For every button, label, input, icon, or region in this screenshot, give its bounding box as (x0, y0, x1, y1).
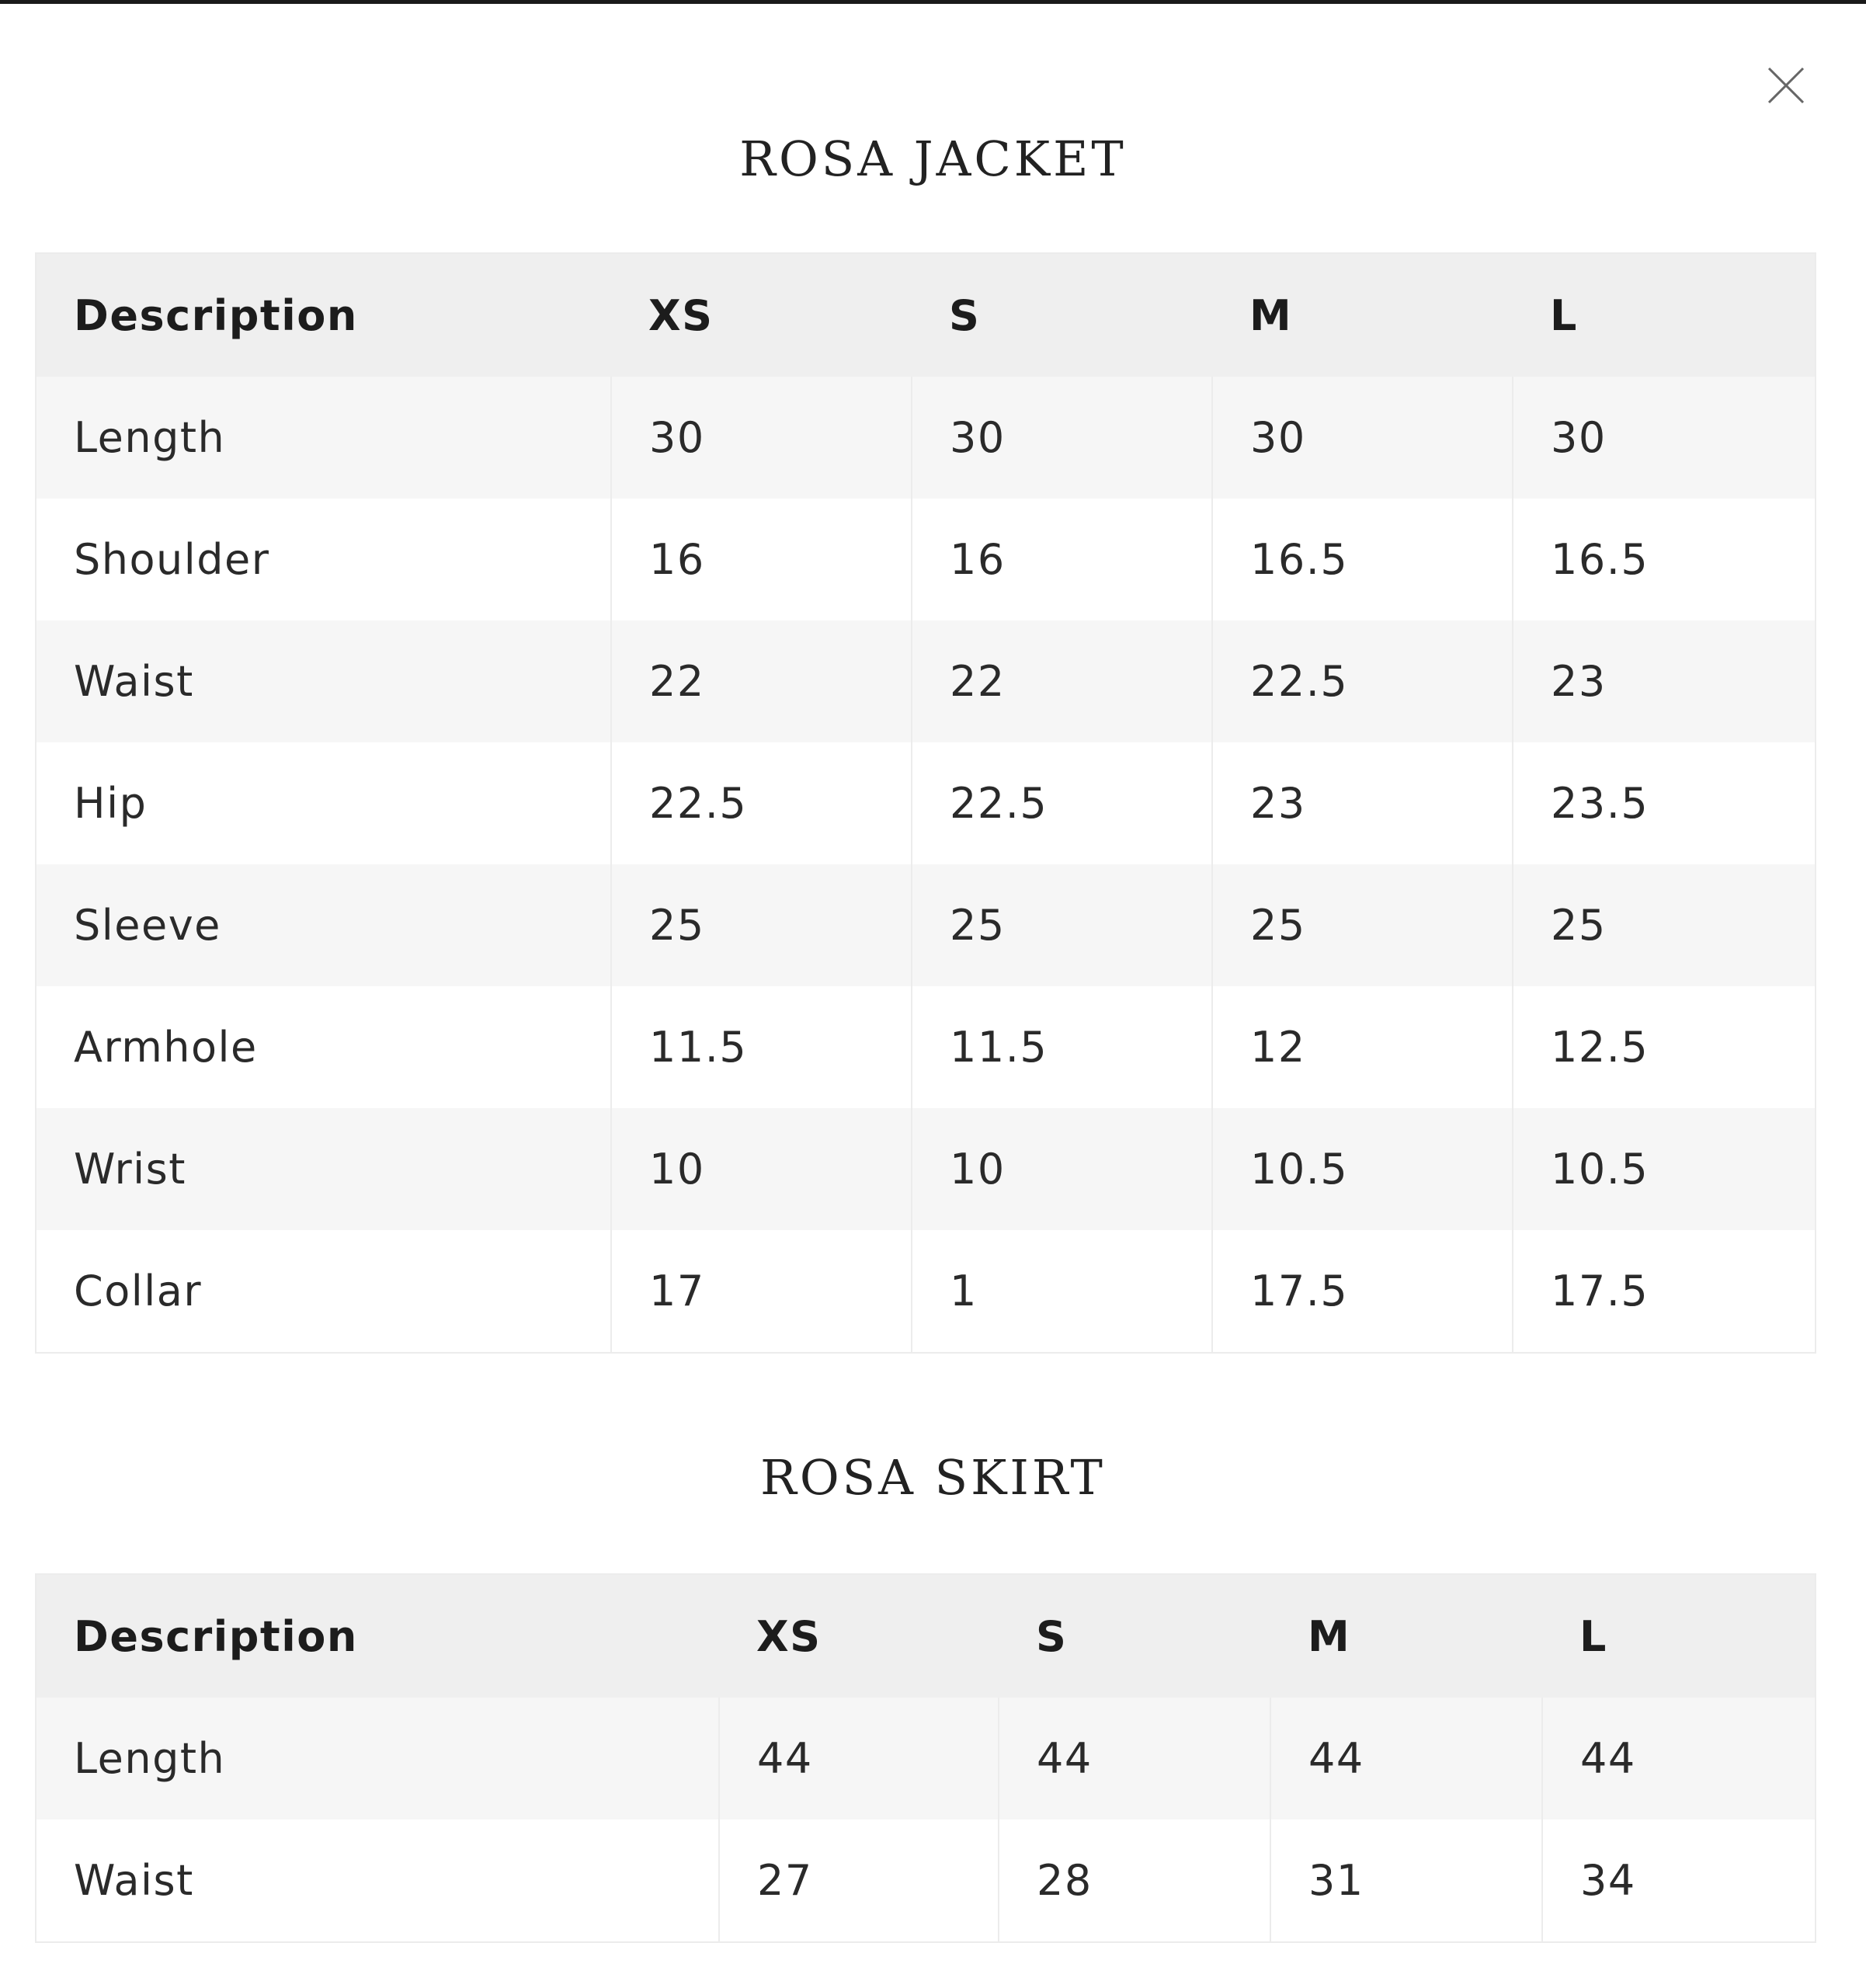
table-cell: 28 (999, 1819, 1270, 1942)
table-cell: 17.5 (1212, 1230, 1513, 1353)
table-cell: 30 (1212, 377, 1513, 499)
table-cell: 34 (1542, 1819, 1816, 1942)
column-header: M (1270, 1574, 1542, 1698)
column-header: M (1212, 253, 1513, 377)
table-cell: 10 (912, 1108, 1212, 1230)
table-cell: 11.5 (611, 986, 912, 1108)
jacket-title: ROSA JACKET (739, 130, 1127, 187)
column-header: S (999, 1574, 1270, 1698)
table-cell: 22.5 (611, 742, 912, 864)
top-border (0, 0, 1866, 4)
table-cell: 11.5 (912, 986, 1212, 1108)
row-label: Shoulder (36, 499, 611, 620)
table-cell: 25 (611, 864, 912, 986)
row-label: Waist (36, 620, 611, 742)
table-row (36, 864, 1816, 986)
table-header-row (36, 1574, 1816, 1698)
table-row (36, 986, 1816, 1108)
table-row (36, 1230, 1816, 1353)
row-label: Length (36, 1698, 719, 1819)
skirt-title: ROSA SKIRT (760, 1449, 1106, 1506)
table-cell: 22 (912, 620, 1212, 742)
table-cell: 44 (1542, 1698, 1816, 1819)
row-label: Hip (36, 742, 611, 864)
table-row (36, 1698, 1816, 1819)
column-header: Description (36, 1574, 719, 1698)
table-cell: 27 (719, 1819, 999, 1942)
table-cell: 17 (611, 1230, 912, 1353)
table-cell: 16.5 (1513, 499, 1816, 620)
skirt-size-table (35, 1573, 1816, 1943)
table-cell: 25 (1513, 864, 1816, 986)
table-cell: 25 (912, 864, 1212, 986)
column-header: L (1542, 1574, 1816, 1698)
table-row (36, 620, 1816, 742)
row-label: Sleeve (36, 864, 611, 986)
table-cell: 30 (611, 377, 912, 499)
table-cell: 1 (912, 1230, 1212, 1353)
table-cell: 30 (1513, 377, 1816, 499)
column-header: XS (611, 253, 912, 377)
table-cell: 44 (999, 1698, 1270, 1819)
table-cell: 22 (611, 620, 912, 742)
table-cell: 10.5 (1513, 1108, 1816, 1230)
row-label: Length (36, 377, 611, 499)
table-row (36, 1108, 1816, 1230)
table-cell: 22.5 (912, 742, 1212, 864)
row-label: Waist (36, 1819, 719, 1942)
table-cell: 12 (1212, 986, 1513, 1108)
table-header-row (36, 253, 1816, 377)
table-row (36, 377, 1816, 499)
column-header: L (1513, 253, 1816, 377)
table-cell: 16.5 (1212, 499, 1513, 620)
table-cell: 31 (1270, 1819, 1542, 1942)
table-cell: 10.5 (1212, 1108, 1513, 1230)
table-cell: 23 (1513, 620, 1816, 742)
table-row (36, 1819, 1816, 1942)
table-cell: 22.5 (1212, 620, 1513, 742)
table-cell: 12.5 (1513, 986, 1816, 1108)
close-icon (1761, 61, 1811, 110)
table-cell: 17.5 (1513, 1230, 1816, 1353)
table-row (36, 742, 1816, 864)
table-cell: 16 (912, 499, 1212, 620)
row-label: Collar (36, 1230, 611, 1353)
jacket-size-table (35, 252, 1816, 1354)
row-label: Armhole (36, 986, 611, 1108)
table-cell: 30 (912, 377, 1212, 499)
column-header: XS (719, 1574, 999, 1698)
row-label: Wrist (36, 1108, 611, 1230)
close-button[interactable] (1761, 61, 1811, 110)
table-cell: 44 (1270, 1698, 1542, 1819)
table-cell: 23.5 (1513, 742, 1816, 864)
table-cell: 44 (719, 1698, 999, 1819)
table-cell: 23 (1212, 742, 1513, 864)
column-header: S (912, 253, 1212, 377)
table-cell: 10 (611, 1108, 912, 1230)
table-row (36, 499, 1816, 620)
table-cell: 16 (611, 499, 912, 620)
column-header: Description (36, 253, 611, 377)
table-cell: 25 (1212, 864, 1513, 986)
